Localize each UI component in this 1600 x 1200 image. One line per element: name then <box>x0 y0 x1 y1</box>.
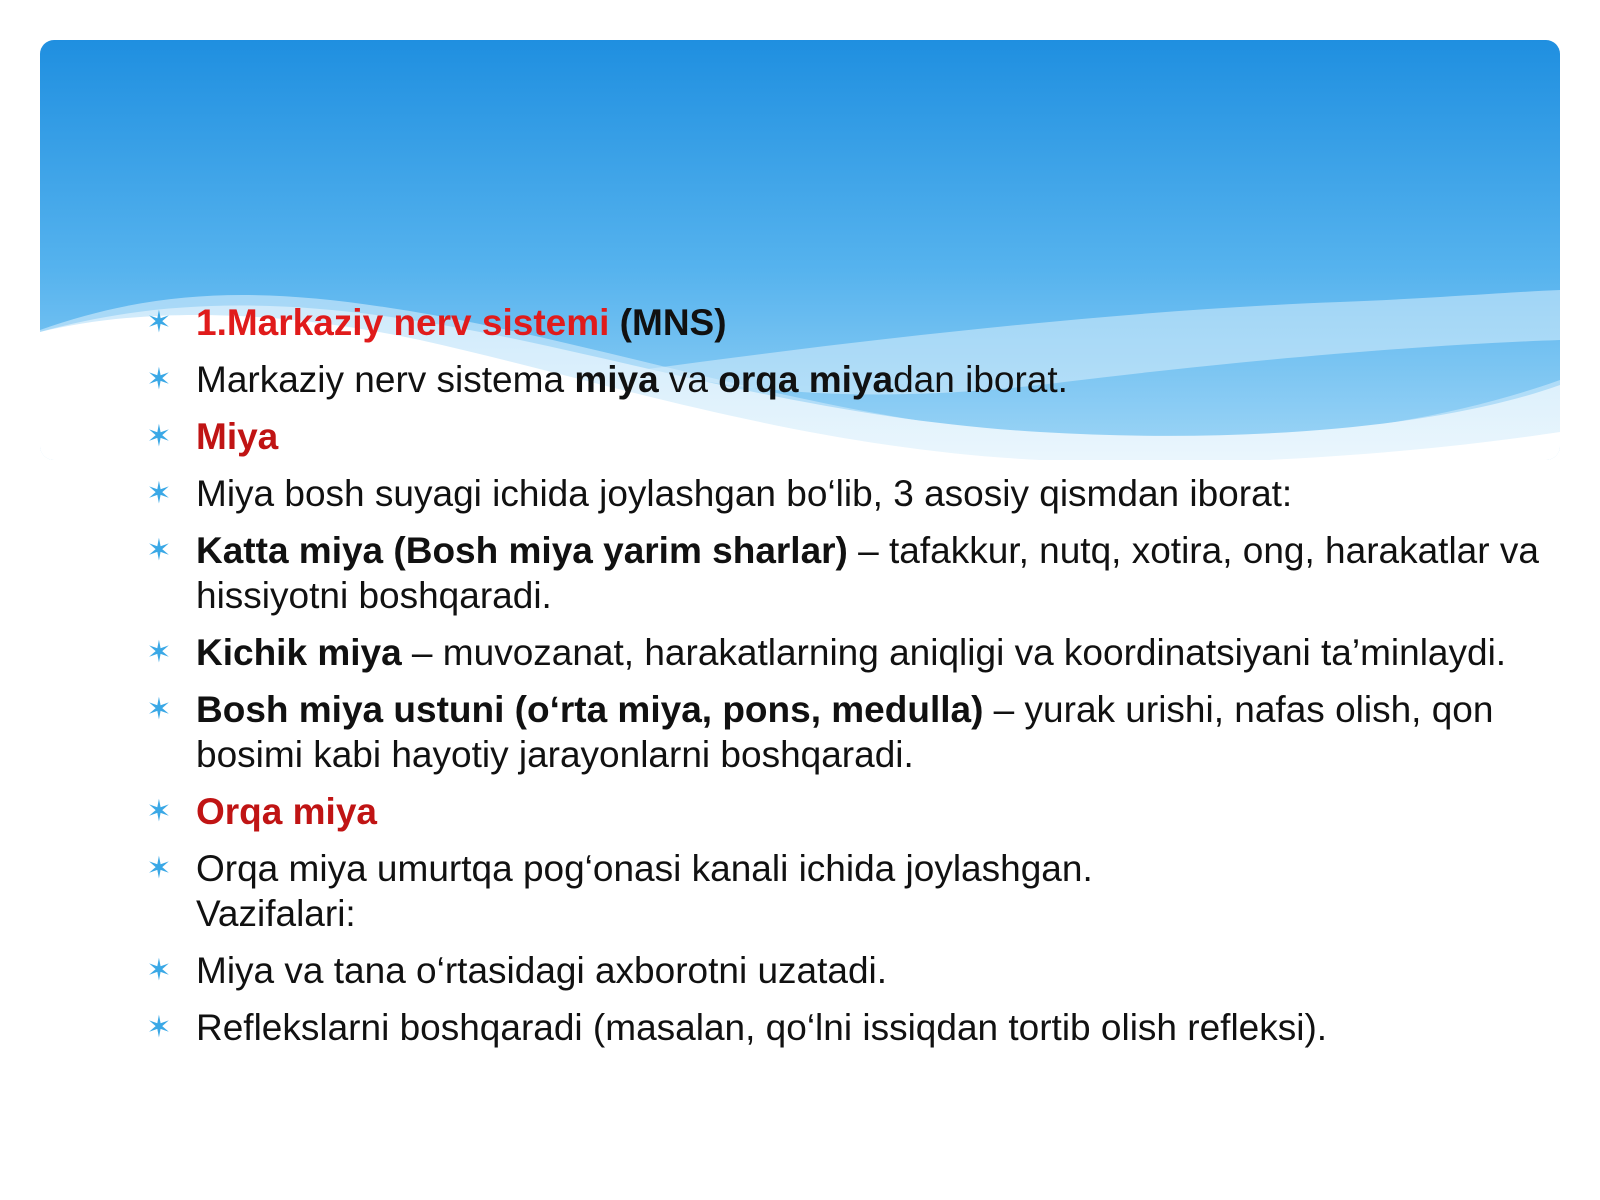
item-term: Kichik miya <box>196 632 402 673</box>
item-description: – tafakkur, nutq, xotira, ong, harakatlar va hissiyotni boshqaradi. <box>196 530 1539 616</box>
list-item <box>140 300 1540 345</box>
asterisk-icon: ✶ <box>146 636 172 669</box>
item-term: Katta miya (Bosh miya yarim sharlar) <box>196 530 848 571</box>
list-item <box>140 789 1540 834</box>
list-item <box>140 630 1540 675</box>
asterisk-icon: ✶ <box>146 1011 172 1044</box>
asterisk-icon: ✶ <box>146 693 172 726</box>
item-text: Miya bosh suyagi ichida joylashgan bo‘lib, 3 asosiy qismdan iborat: <box>196 473 1293 514</box>
item-term: Bosh miya ustuni (o‘rta miya, pons, medulla) <box>196 689 984 730</box>
item-text: Vazifalari: <box>196 893 356 934</box>
item-bold: orqa miya <box>718 359 894 400</box>
section-title-suffix: (MNS) <box>609 302 727 343</box>
list-item <box>140 357 1540 402</box>
list-item <box>140 471 1540 516</box>
asterisk-icon: ✶ <box>146 534 172 567</box>
list-item <box>140 528 1540 618</box>
asterisk-icon: ✶ <box>146 795 172 828</box>
item-text: va <box>658 359 719 400</box>
list-item <box>140 846 1540 936</box>
list-item <box>140 948 1540 993</box>
bullet-list <box>140 300 1540 1062</box>
item-bold: miya <box>574 359 659 400</box>
list-item <box>140 1005 1540 1050</box>
asterisk-icon: ✶ <box>146 363 172 396</box>
item-text: Markaziy nerv sistema <box>196 359 575 400</box>
asterisk-icon: ✶ <box>146 477 172 510</box>
asterisk-icon: ✶ <box>146 954 172 987</box>
item-text: Miya va tana o‘rtasidagi axborotni uzatadi. <box>196 950 888 991</box>
list-item <box>140 687 1540 777</box>
section-title: 1.Markaziy nerv sistemi <box>196 302 610 343</box>
item-description: – yurak urishi, nafas olish, qon bosimi kabi hayotiy jarayonlarni boshqaradi. <box>196 689 1494 775</box>
asterisk-icon: ✶ <box>146 852 172 885</box>
subheading: Orqa miya <box>196 791 377 832</box>
subheading: Miya <box>196 416 279 457</box>
list-item <box>140 414 1540 459</box>
item-text: dan iborat. <box>893 359 1068 400</box>
item-text: Orqa miya umurtqa pog‘onasi kanali ichida joylashgan. <box>196 848 1093 889</box>
item-text: Reflekslarni boshqaradi (masalan, qo‘lni issiqdan tortib olish refleksi). <box>196 1007 1328 1048</box>
asterisk-icon: ✶ <box>146 420 172 453</box>
item-description: – muvozanat, harakatlarning aniqligi va koordinatsiyani ta’minlaydi. <box>401 632 1507 673</box>
asterisk-icon: ✶ <box>146 306 172 339</box>
